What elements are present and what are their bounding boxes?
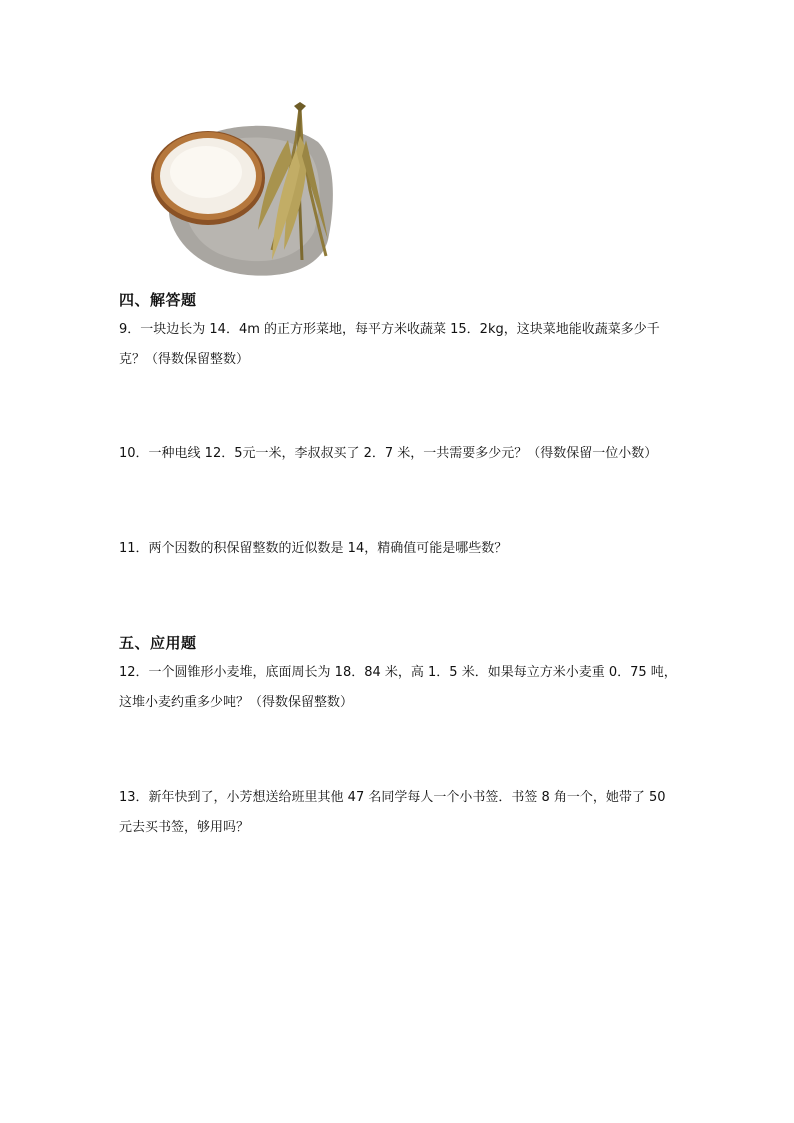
section-heading-solve: 四、解答题 xyxy=(119,291,197,309)
section-heading-application: 五、应用题 xyxy=(119,634,197,652)
question-13 xyxy=(119,783,679,843)
question-9 xyxy=(119,315,679,375)
question-text-line: 克？（得数保留整数） xyxy=(119,352,250,367)
question-text-line: 这堆小麦约重多少吨？（得数保留整数） xyxy=(119,695,354,710)
rice-bowl-image xyxy=(150,100,340,282)
question-10 xyxy=(119,439,679,469)
question-11 xyxy=(119,534,679,564)
question-text-line: 12．一个圆锥形小麦堆，底面周长为 18．84 米，高 1．5 米．如果每立方米小麦重 0．75 吨， xyxy=(119,665,677,680)
question-text-line: 10．一种电线 12．5元一米，李叔叔买了 2．7 米，一共需要多少元？（得数保留一位小数） xyxy=(119,446,658,461)
question-text-line: 11．两个因数的积保留整数的近似数是 14，精确值可能是哪些数？ xyxy=(119,541,508,556)
question-12 xyxy=(119,658,679,718)
question-text-line: 13．新年快到了，小芳想送给班里其他 47 名同学每人一个小书签．书签 8 角一个，她带了 50 xyxy=(119,790,666,805)
question-text-line: 9．一块边长为 14．4m 的正方形菜地，每平方米收蔬菜 15．2kg，这块菜地能收蔬菜多少千 xyxy=(119,322,660,337)
question-text-line: 元去买书签，够用吗？ xyxy=(119,820,250,835)
